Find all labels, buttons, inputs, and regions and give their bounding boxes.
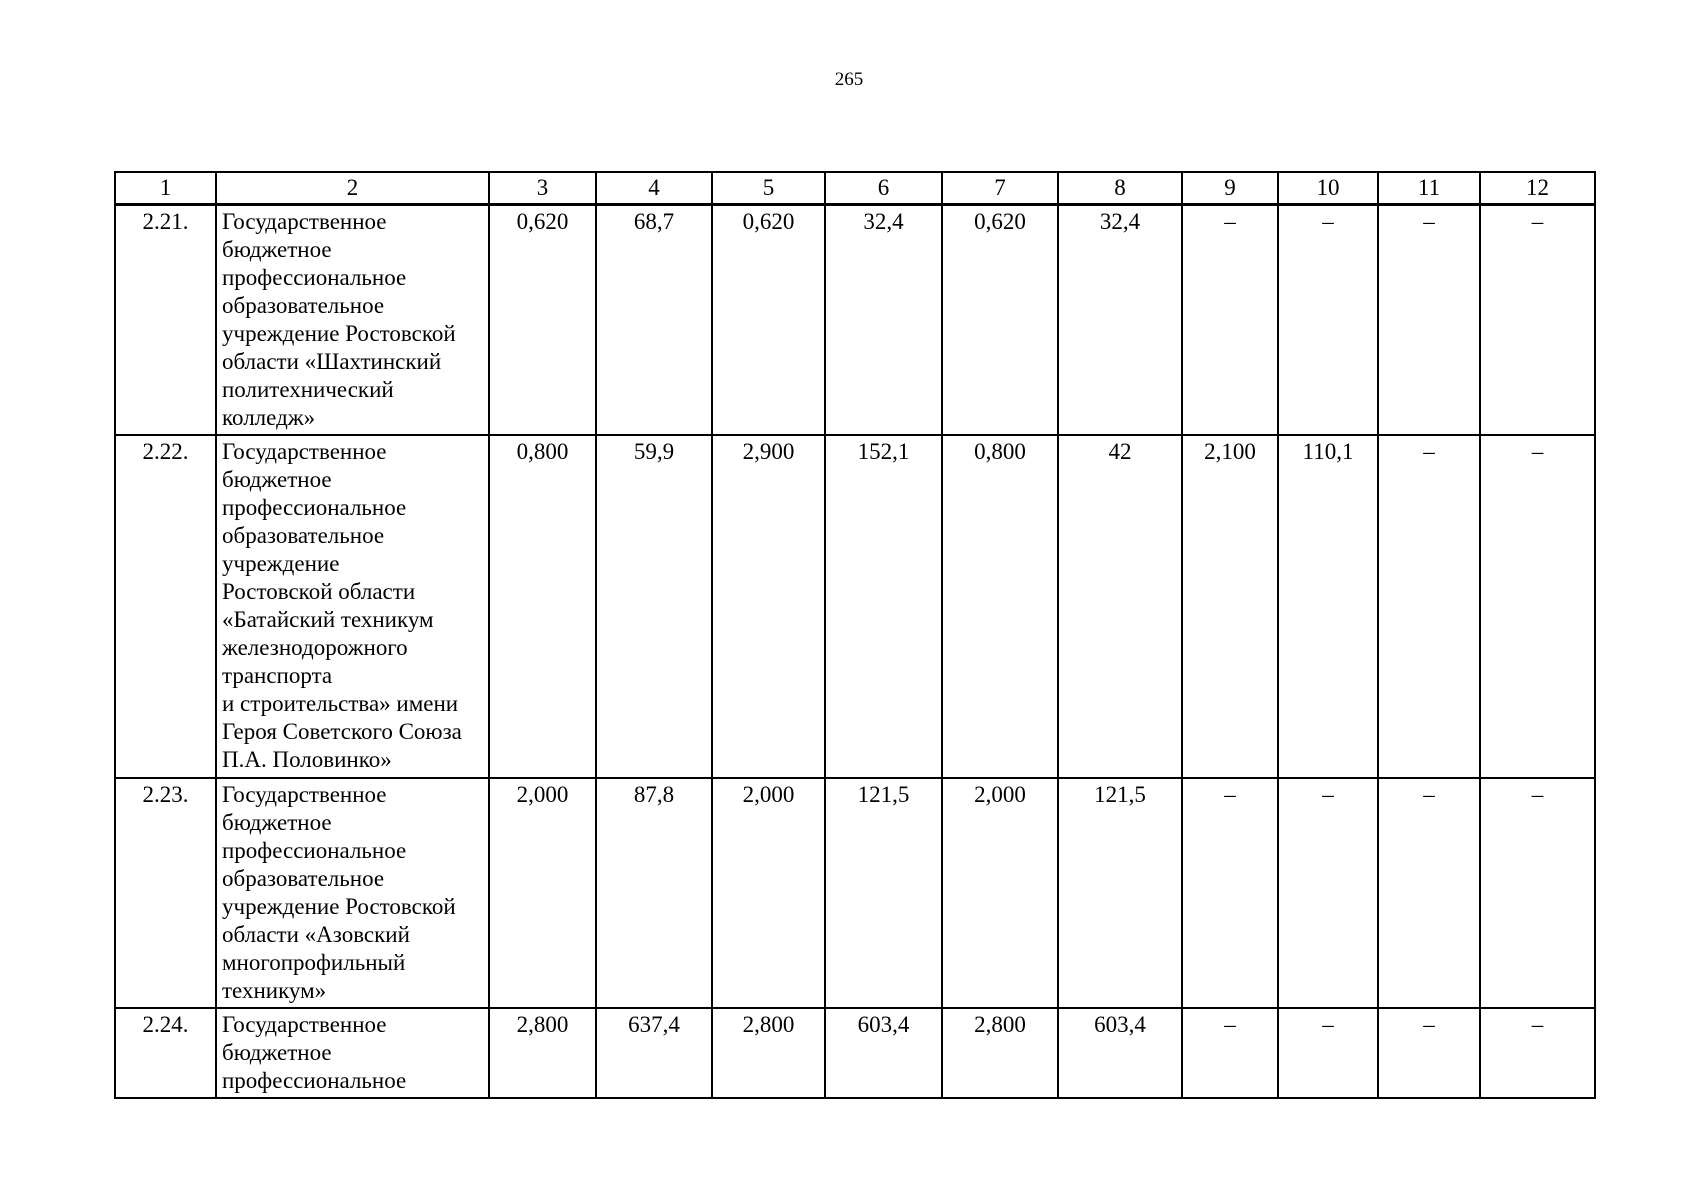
column-header: 5 xyxy=(712,172,825,205)
table-cell: 2,900 xyxy=(712,435,825,778)
table-cell: 0,800 xyxy=(489,435,596,778)
table-cell: – xyxy=(1378,205,1480,436)
table-row xyxy=(115,1008,1595,1098)
column-header: 8 xyxy=(1058,172,1182,205)
table-cell: 0,620 xyxy=(712,205,825,436)
column-header: 2 xyxy=(216,172,489,205)
institution-name: Государственное бюджетное профессиональное xyxy=(216,1008,489,1098)
table-cell: 2,100 xyxy=(1182,435,1278,778)
table-cell: – xyxy=(1182,205,1278,436)
table-row xyxy=(115,435,1595,778)
table-cell: 32,4 xyxy=(1058,205,1182,436)
table-cell: 87,8 xyxy=(596,778,712,1008)
table-cell: – xyxy=(1182,1008,1278,1098)
row-number: 2.23. xyxy=(115,778,216,1008)
table-cell: 603,4 xyxy=(1058,1008,1182,1098)
row-number: 2.22. xyxy=(115,435,216,778)
table-cell: 2,800 xyxy=(712,1008,825,1098)
page-number: 265 xyxy=(834,69,864,90)
column-header: 3 xyxy=(489,172,596,205)
table-cell: – xyxy=(1278,205,1378,436)
column-header: 12 xyxy=(1480,172,1595,205)
table-cell: 2,000 xyxy=(489,778,596,1008)
table-cell: – xyxy=(1182,778,1278,1008)
table-cell: 110,1 xyxy=(1278,435,1378,778)
table-cell: 152,1 xyxy=(825,435,942,778)
table-cell: 0,620 xyxy=(942,205,1058,436)
row-number: 2.24. xyxy=(115,1008,216,1098)
column-header: 9 xyxy=(1182,172,1278,205)
table-row xyxy=(115,778,1595,1008)
table-cell: 32,4 xyxy=(825,205,942,436)
table-cell: – xyxy=(1480,205,1595,436)
table-cell: – xyxy=(1378,778,1480,1008)
table-cell: 0,620 xyxy=(489,205,596,436)
data-table xyxy=(114,171,1596,1099)
table-cell: 2,000 xyxy=(712,778,825,1008)
column-header: 4 xyxy=(596,172,712,205)
table-cell: 637,4 xyxy=(596,1008,712,1098)
institution-name: Государственное бюджетное профессиональное образовательное учреждение Ростовской области «Батайский техникум железнодорожного транспорта и строительства» имени Героя Советского Союза П.А. Половинко» xyxy=(216,435,489,778)
table-cell: 2,000 xyxy=(942,778,1058,1008)
column-header: 11 xyxy=(1378,172,1480,205)
table-cell: – xyxy=(1378,1008,1480,1098)
table-row xyxy=(115,205,1595,436)
column-header: 6 xyxy=(825,172,942,205)
table-cell: 2,800 xyxy=(942,1008,1058,1098)
table-cell: – xyxy=(1278,778,1378,1008)
table-cell: 603,4 xyxy=(825,1008,942,1098)
table-cell: – xyxy=(1278,1008,1378,1098)
table-cell: 0,800 xyxy=(942,435,1058,778)
column-header: 1 xyxy=(115,172,216,205)
table-cell: – xyxy=(1480,1008,1595,1098)
table-cell: 68,7 xyxy=(596,205,712,436)
table-cell: 2,800 xyxy=(489,1008,596,1098)
row-number: 2.21. xyxy=(115,205,216,436)
table-cell: – xyxy=(1480,435,1595,778)
table-cell: 121,5 xyxy=(1058,778,1182,1008)
table-cell: 59,9 xyxy=(596,435,712,778)
table-cell: – xyxy=(1378,435,1480,778)
institution-name: Государственное бюджетное профессиональное образовательное учреждение Ростовской области «Азовский многопрофильный техникум» xyxy=(216,778,489,1008)
column-header: 10 xyxy=(1278,172,1378,205)
table-header-row xyxy=(115,172,1595,205)
table-cell: – xyxy=(1480,778,1595,1008)
table-cell: 42 xyxy=(1058,435,1182,778)
column-header: 7 xyxy=(942,172,1058,205)
table-cell: 121,5 xyxy=(825,778,942,1008)
institution-name: Государственное бюджетное профессиональное образовательное учреждение Ростовской области «Шахтинский политехнический колледж» xyxy=(216,205,489,436)
